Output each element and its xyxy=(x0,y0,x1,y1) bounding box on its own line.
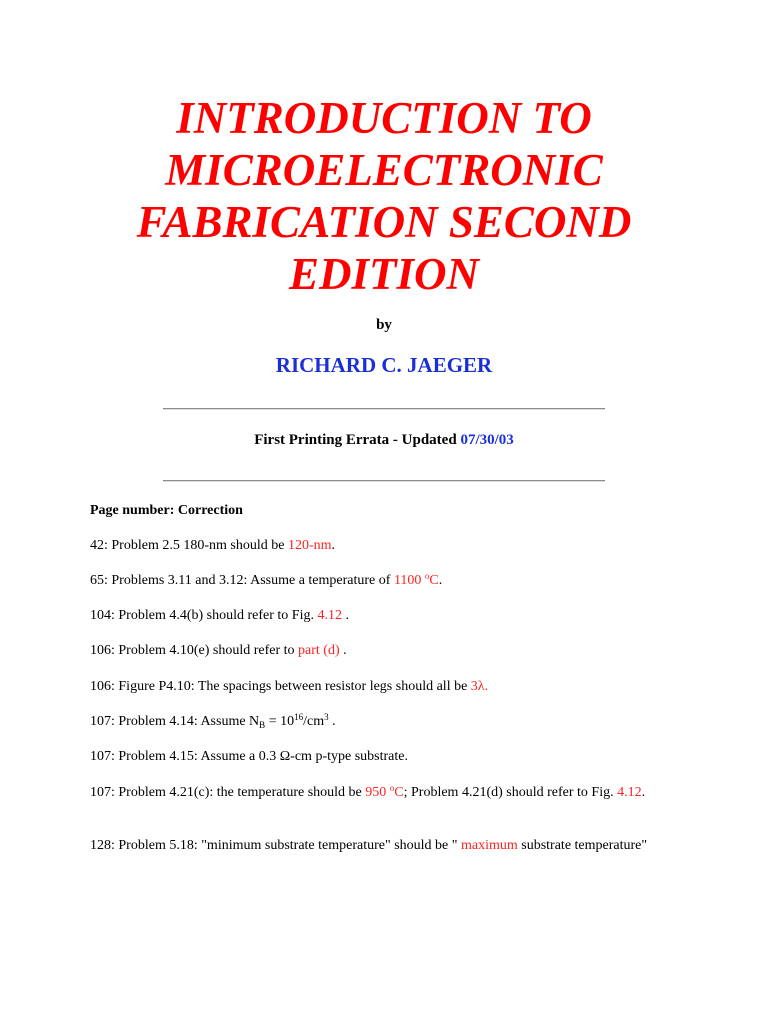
correction-item: 106: Figure P4.10: The spacings between resistor legs should all be 3λ. xyxy=(90,679,489,694)
correction-highlight: 1100 $^o$C xyxy=(393,571,439,588)
correction-item: 104: Problem 4.4(b) should refer to Fig. 4.12 . xyxy=(90,608,349,623)
author-name: RICHARD C. JAEGER xyxy=(275,353,493,377)
errata-label: First Printing Errata - Updated xyxy=(254,432,461,448)
update-date: 07/30/03 xyxy=(460,432,514,448)
errata-heading xyxy=(0,432,768,449)
correction-highlight: 3λ. xyxy=(470,679,489,694)
correction-item: 65: Problems 3.11 and 3.12: Assume a temperature of 1100 $^o$C. xyxy=(90,571,443,588)
correction-item: 107: Problem 4.15: Assume a 0.3 Ω-cm p-type substrate. xyxy=(90,749,408,764)
correction-highlight: part (d) xyxy=(298,643,340,658)
horizontal-rule xyxy=(163,480,605,482)
document-title: INTRODUCTION TO MICROELECTRONIC FABRICATION SECOND EDITION xyxy=(136,93,632,299)
correction-item: 128: Problem 5.18: "minimum substrate temperature" should be " maximum substrate temperature" xyxy=(90,838,648,853)
correction-list-heading: Page number: Correction xyxy=(90,503,243,518)
horizontal-rule xyxy=(163,408,605,410)
correction-item: 106: Problem 4.10(e) should refer to part (d) . xyxy=(90,643,347,658)
correction-highlight: 4.12 xyxy=(317,608,342,623)
correction-item: 107: Problem 4.21(c): the temperature should be 950 $^o$C; Problem 4.21(d) should refer to Fig. 4.12. xyxy=(90,783,646,800)
correction-highlight: 4.12 xyxy=(617,785,642,800)
correction-highlight: 120-nm xyxy=(287,538,332,553)
byline-label: by xyxy=(376,317,392,333)
correction-highlight: 950 $^o$C xyxy=(365,783,404,800)
correction-item: 107: Problem 4.14: Assume $N_B = 10^{16}/cm^3$ . xyxy=(90,712,336,730)
correction-highlight: maximum xyxy=(460,838,518,853)
correction-item: 42: Problem 2.5 180-nm should be 120-nm. xyxy=(90,538,335,553)
